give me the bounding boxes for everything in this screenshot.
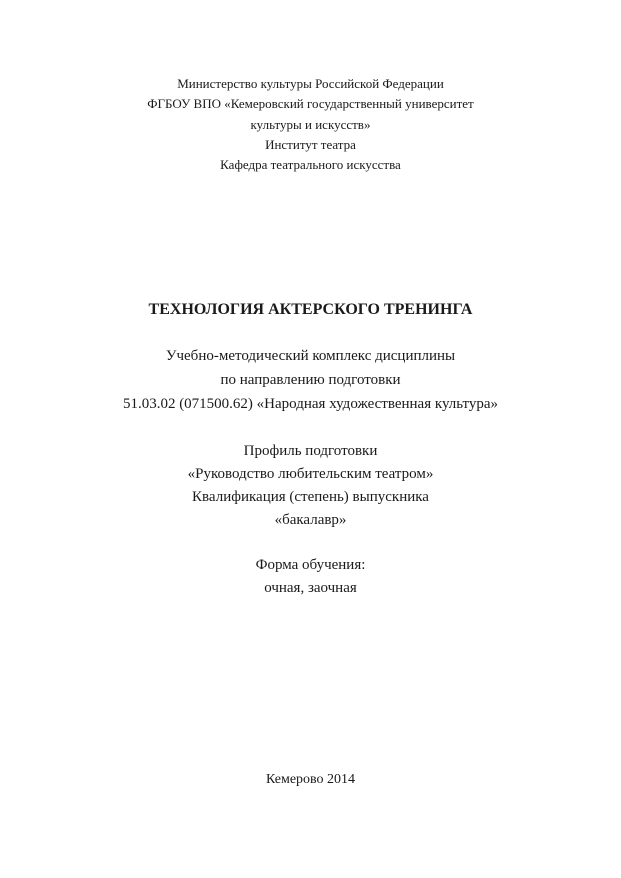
study-form-label: Форма обучения: xyxy=(255,557,366,573)
city-year: Кемерово 2014 xyxy=(265,772,356,787)
ministry-line: Министерство культуры Российской Федерации xyxy=(177,76,444,91)
university-line-1: ФГБОУ ВПО «Кемеровский государственный университет xyxy=(147,96,474,111)
department-line: Кафедра театрального искусства xyxy=(220,157,401,172)
qualification-label: Квалификация (степень) выпускника xyxy=(192,489,429,505)
complex-line-2: по направлению подготовки xyxy=(220,372,401,388)
study-form-value: очная, заочная xyxy=(264,580,357,596)
university-line-2: культуры и искусств» xyxy=(250,117,371,132)
complex-line-3: 51.03.02 (071500.62) «Народная художественная культура» xyxy=(122,396,499,412)
profile-label: Профиль подготовки xyxy=(243,443,378,459)
institute-line: Институт театра xyxy=(265,137,356,152)
complex-line-1: Учебно-методический комплекс дисциплины xyxy=(165,348,456,364)
profile-value: «Руководство любительским театром» xyxy=(187,466,434,482)
qualification-value: «бакалавр» xyxy=(274,512,347,528)
document-title: ТЕХНОЛОГИЯ АКТЕРСКОГО ТРЕНИНГА xyxy=(148,301,473,318)
